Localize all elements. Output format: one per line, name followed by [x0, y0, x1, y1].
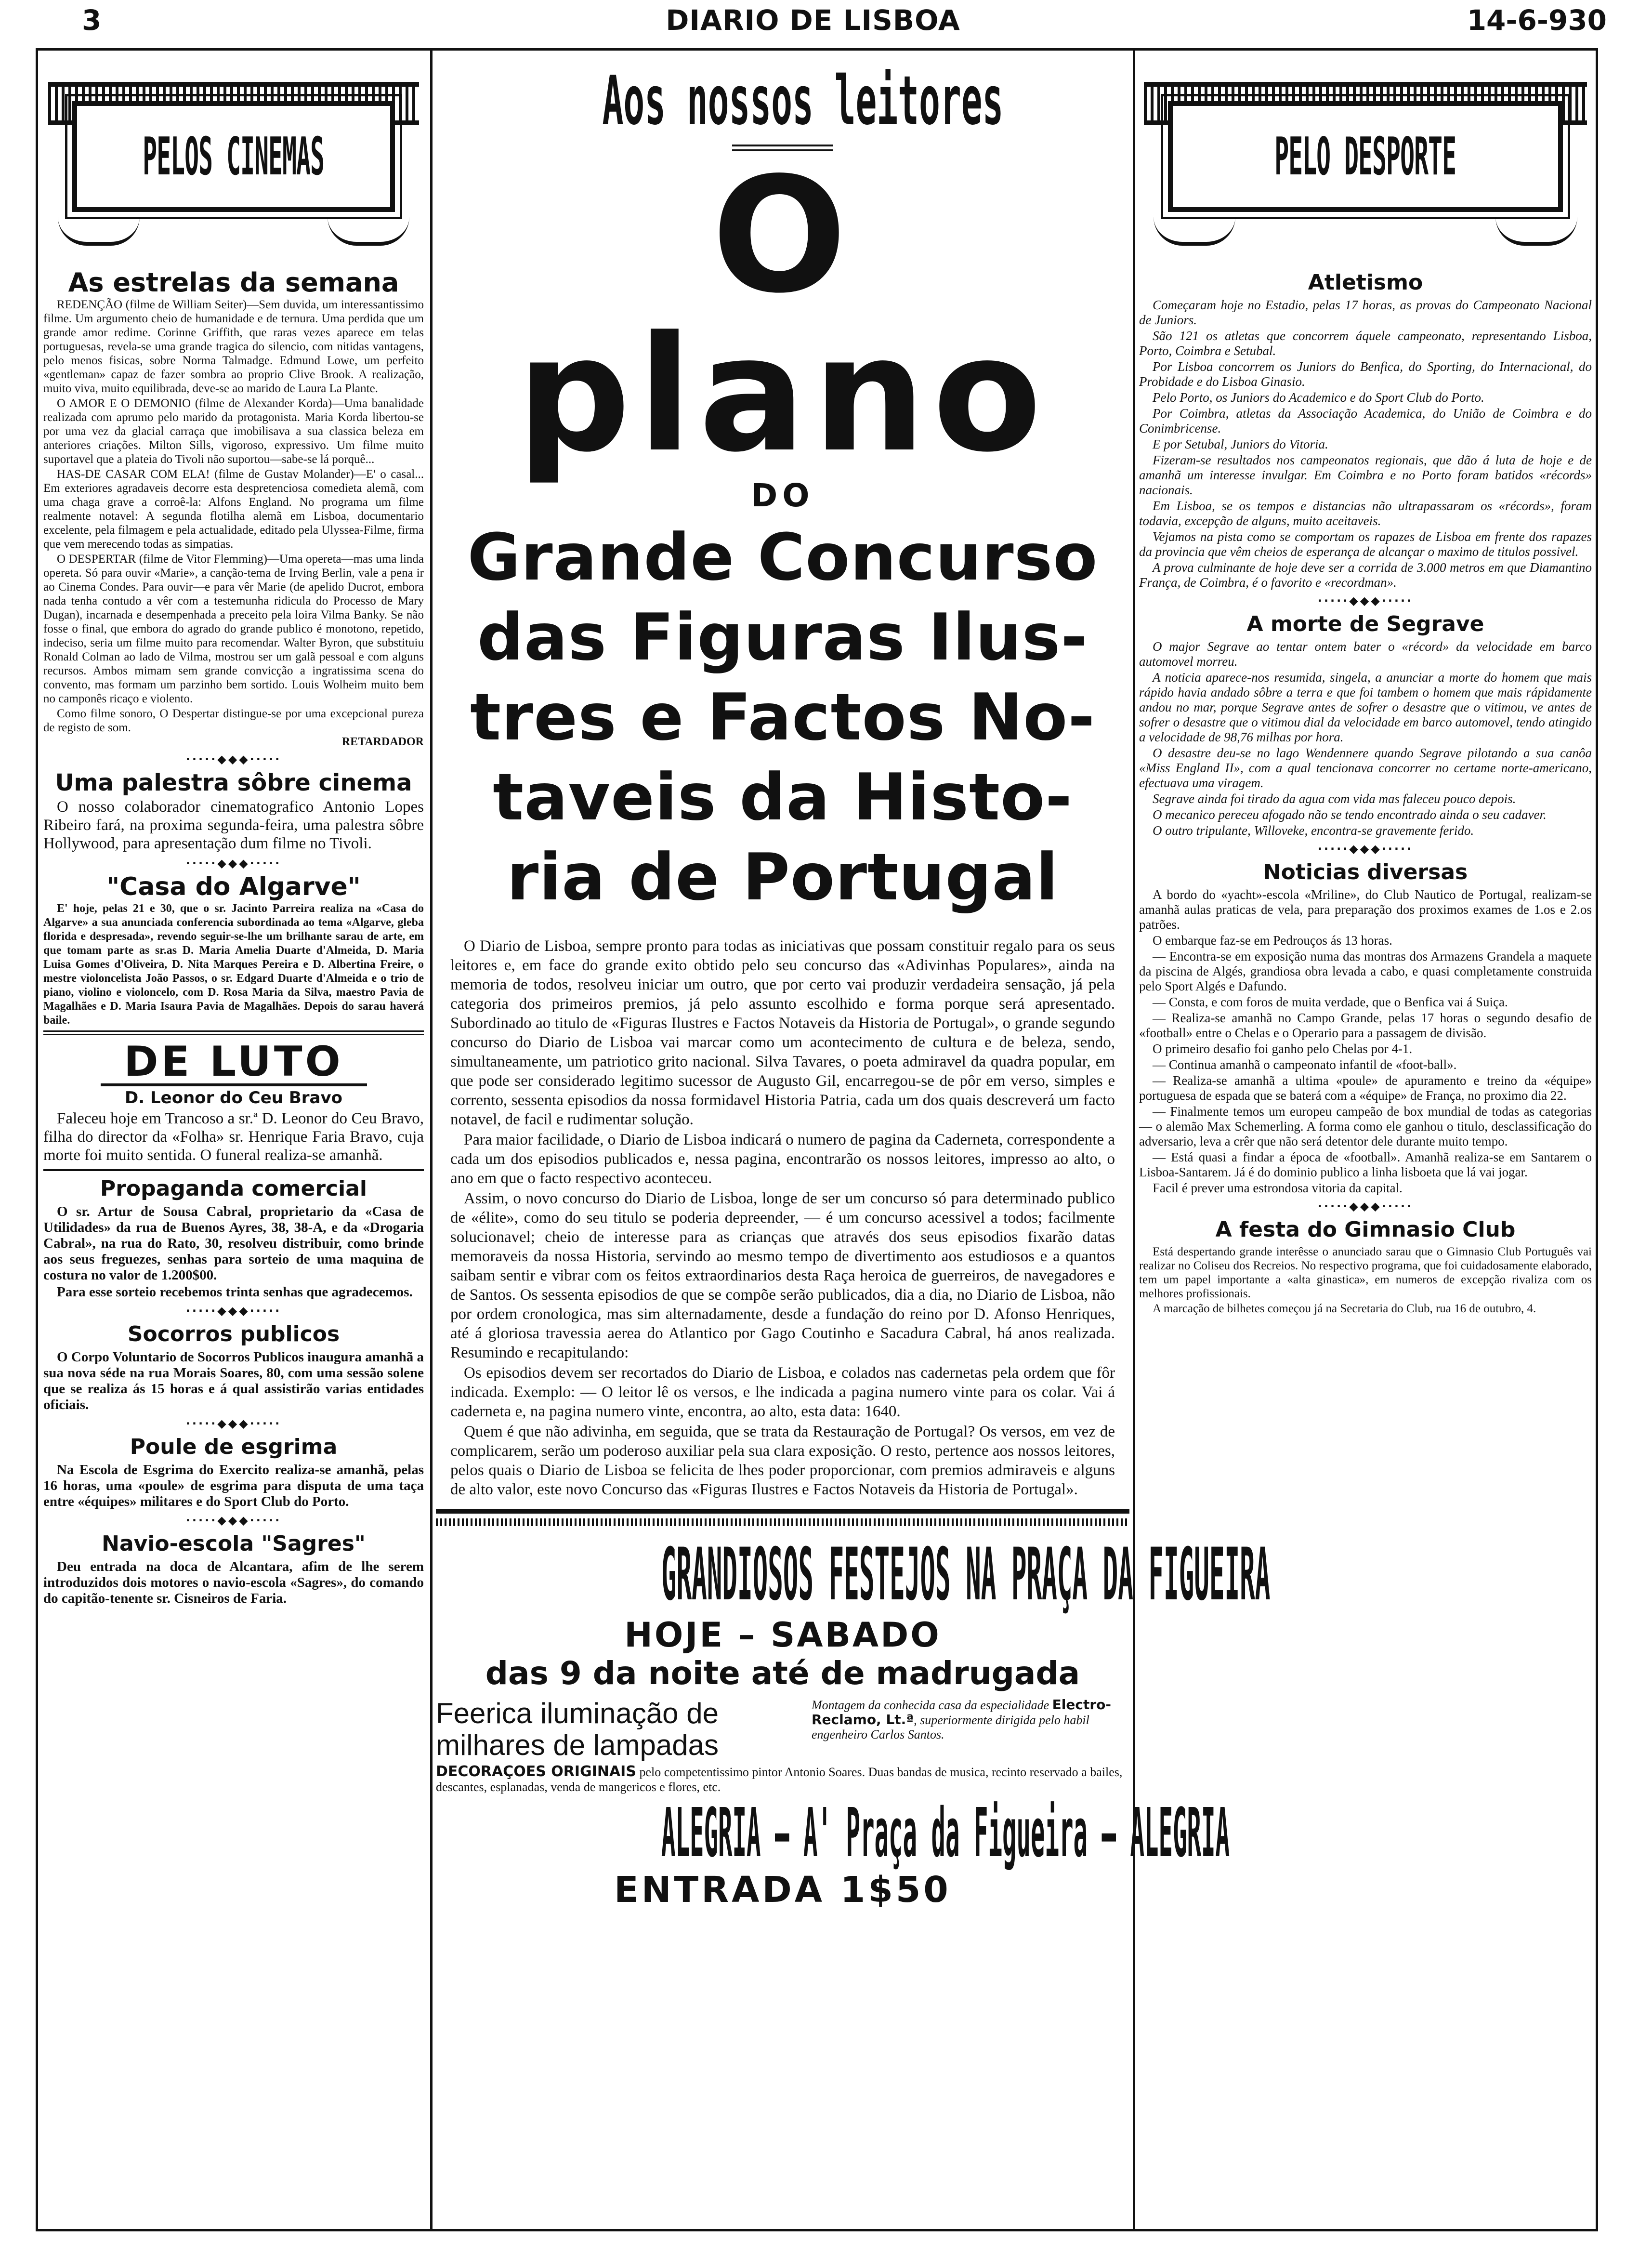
section-heading: A morte de Segrave — [1246, 612, 1484, 636]
article-paragraph: Para maior facilidade, o Diario de Lisboa indicará o numero de pagina da Caderneta, correspondente a cada um dos episodios publicados e, nessa pagina, encontrarão os nossos leitores, impresso ao alto, o ano em que o facto respectivo aconteceu. — [450, 1131, 1115, 1187]
ornament-divider: ·····◆◆◆····· — [185, 752, 282, 766]
banner-ornament — [328, 217, 409, 246]
page-number: 3 — [82, 4, 102, 37]
article-paragraph: O DESPERTAR (filme de Vitor Flemming)—Uma opereta—mas uma linda opereta. Só para ouvir «Marie», a canção-tema de Irving Berlin, vale a pena ir ao Cinema Condes. Para ouvir—e para vêr Marie (de apelido Ducrot, embora nada tenha contudo a vêr com a testemunha ridicula do Processo de Mary Dugan), incarnada e desempenhada a preceito pela loira Vilma Banky. Se não fosse o final, que embora do agrado do grande publico é monotono, repetido, indeciso, seria um filme muito para recomendar. Walter Byron, que substituiu Ronald Colman ao lado de Vilma, mostrou ser um galã pessoal e com alguns recursos. Ambos mimam sem grande convicção a ingratissima scena do convento, mas formam um parzinho bem sortido. Louis Wolheim muito bem no camponês ricaço e violento. — [43, 553, 424, 705]
headline-line: taveis da Histo- — [493, 760, 1073, 835]
article-paragraph: — Está quasi a findar a época de «football». Amanhã realiza-se em Santarem o Lisboa-Santarem. Já é do dominio publico a linha lisboeta que lá vai jogar. — [1139, 1150, 1592, 1179]
festival-advertisement — [436, 1509, 1271, 1911]
issue-date: 14-6-930 — [1467, 4, 1607, 37]
article-paragraph: Está despertando grande interêsse o anunciado sarau que o Gimnasio Club Português vai realizar no Coliseu dos Recreios. No respectivo programa, que foi cuidadosamente elaborado, tem um papel importante a «alta ginastica», em numeros de excepção rivaliza com os melhores profissionais. — [1139, 1245, 1592, 1300]
article-paragraph: Assim, o novo concurso do Diario de Lisboa, longe de ser um concurso só para determinado publico de «élite», como do seu titulo se poderia depreender, — é um concurso acessivel a todos; facilmente solucionavel; cheio de interesse para as crianças que através dos seus episodios fixarão datas memoraveis da nossa Historia, servindo ao mesmo tempo de divertimento aos estudiosos e a quantos saibam sentir e vibrar com os feitos extraordinarios desta Raça heroica de guerreiros, de navegadores e de Santos. Os sessenta episodios de que se compõe serão publicados, dia a dia, no Diario de Lisboa, não por ordem cronologica, mas sim alternadamente, desde a fundação do reino por D. Afonso Henriques, até á gloriosa travessia aerea do Atlantico por Gago Coutinho e Sacadura Cabral, há anos realizada. Resumindo e recapitulando: — [450, 1190, 1115, 1361]
article-paragraph: Na Escola de Esgrima do Exercito realiza-se amanhã, pelas 16 horas, uma «poule» de esgrima para disputa de uma taça entre «équipes» militares e do Sport Club do Porto. — [43, 1462, 424, 1509]
ad-installer-text: Montagem da conhecida casa da especialidade — [812, 1698, 1049, 1712]
article-paragraph: — Encontra-se em exposição numa das montras dos Armazens Grandela a maquete da piscina de Algés, grandiosa obra levada a cabo, e quasi completamente construida pelo Sport Algés e Dafundo. — [1139, 949, 1592, 993]
ornament-divider: ·····◆◆◆····· — [185, 1304, 282, 1318]
article-paragraph: O outro tripulante, Willoveke, encontra-se gravemente ferido. — [1153, 823, 1474, 838]
article-paragraph: O desastre deu-se no lago Wendennere quando Segrave pilotando a sua canôa «Miss England II», com a qual tencionava concorrer no certame norte-americano, efectuava uma viragem. — [1139, 746, 1592, 790]
article-paragraph: O sr. Artur de Sousa Cabral, proprietario da «Casa de Utilidades» da rua de Buenos Ayres, 38, 38-A, e da «Drogaria Cabral», na rua do Rato, 30, resolveu distribuir, como brinde aos seus freguezes, senhas para sorteio de uma maquina de costura no valor de 1.200$00. — [43, 1204, 424, 1283]
article-paragraph: A prova culminante de hoje deve ser a corrida de 3.000 metros em que Diamantino França, de Coimbra, é o favorito e «recordman». — [1139, 560, 1592, 590]
article-paragraph: — Consta, e com foros de muita verdade, que o Benfica vai á Suiça. — [1153, 995, 1508, 1009]
article-paragraph: — Realiza-se amanhã no Campo Grande, pelas 17 horas o segundo desafio de «football» entre o Chelas e o Operario para a passagem de divisão. — [1139, 1011, 1592, 1040]
banner-box — [1168, 101, 1563, 212]
ornament-divider: ·····◆◆◆····· — [1317, 594, 1414, 607]
article-paragraph: A marcação de bilhetes começou já na Secretaria do Club, rua 16 de outubro, 4. — [1153, 1302, 1536, 1315]
article-paragraph: — Continua amanhã o campeonato infantil de «foot-ball». — [1153, 1057, 1457, 1072]
ad-slogan: ALEGRIA — A' Praça da Figueira — ALEGRIA — [661, 1794, 1230, 1872]
ad-border — [436, 1518, 1129, 1526]
section-heading: DE LUTO — [101, 1040, 367, 1086]
headline-line: ria de Portugal — [507, 840, 1059, 915]
ad-headline: GRANDIOSOS FESTEJOS NA PRAÇA DA FIGUEIRA — [661, 1533, 1271, 1617]
obituary-name: D. Leonor do Ceu Bravo — [125, 1088, 342, 1108]
column-rule-right — [1133, 48, 1135, 2231]
article-paragraph: A noticia aparece-nos resumida, singela, a anunciar a morte do homem que mais rápido havia andado sôbre a terra e que foi tambem o homem que mais rápidamente andou no mar, porque Segrave antes de sofrer o desastre que o vitimou, ve antes de sofrer o desastre que o vitimou dial da velocidade em barco automovel, tendo atingido a velocidade de 98,76 milhas por hora. — [1139, 670, 1592, 744]
headline-line: tres e Factos No- — [470, 680, 1095, 755]
ad-admission: ENTRADA 1$50 — [614, 1869, 951, 1911]
article-paragraph: Vejamos na pista como se comportam os rapazes de Lisboa em frente dos rapazes da provincia que vêm cheios de esperança de alcançar o maximo de titulos possivel. — [1139, 529, 1592, 559]
ad-details — [436, 1698, 1129, 1761]
article-paragraph: O AMOR E O DEMONIO (filme de Alexander Korda)—Uma banalidade realizada com aprumo pelo marido da protagonista. Maria Korda libertou-se por uma vez da glacial carraça que imobilisava a sua classica beleza em anteriores criações. Milton Sills, vigoroso, expressivo. Um filme muito suportavel que a plateia do Tivoli não suportou—sabe-se lá porquê... — [43, 397, 424, 466]
article-paragraph: O Diario de Lisboa, sempre pronto para todas as iniciativas que possam constituir regalo para os seus leitores e, em face do grande exito obtido pelo seu concurso das «Adivinhas Populares», ainda na memoria de todos, resolveu iniciar um outro, que por certo vai produzir verdadeira sensação, já pela categoria dos primeiros premios, já pelo assunto escolhido e forma porque será apresentado. Subordinado ao titulo de «Figuras Ilustres e Factos Notaveis da Historia de Portugal», o grande segundo concurso do Diario de Lisboa vai marcar como um acontecimento de cultura e de beleza, sendo, simultaneamente, um patriotico grito nacional. Silva Tavares, o poeta admiravel da quadra popular, em que pode ser considerado legitimo sucessor de Augusto Gil, encarregou-se de pôr em verso, simples e corrento, sessenta episodios da nossa formidavel Historia Patria, cada um dos quais descreverá um facto notavel, de facil e rudimentar solução. — [450, 937, 1115, 1128]
ad-company: Electro-Reclamo, Lt.ª — [812, 1697, 1112, 1727]
ad-decorations — [436, 1763, 1129, 1794]
section-heading: Socorros publicos — [127, 1322, 340, 1346]
column-rule-left — [430, 48, 433, 2231]
banner-ornament — [1495, 217, 1577, 246]
article-paragraph: Os episodios devem ser recortados do Diario de Lisboa, e colados nas cadernetas pela ordem que fôr indicada. Exemplo: — O leitor lê os versos, e lhe indicada a pagina numero vinte para os colar. Vai á caderneta e, na pagina numero vinte, encontra, ao alto, esta data: 1640. — [450, 1364, 1115, 1420]
article-paragraph: — Finalmente temos um europeu campeão de box mundial de todas as categorias — o alemão Max Schemerling. A forma como ele ganhou o titulo, desclassificação do adversario, leva a crêr que não será detentor dele durante muito tempo. — [1139, 1104, 1592, 1148]
ad-lighting: Feerica iluminação de milhares de lampadas — [436, 1697, 719, 1761]
section-heading: Poule de esgrima — [130, 1435, 338, 1459]
article-paragraph: O embarque faz-se em Pedrouços ás 13 horas. — [1153, 933, 1392, 948]
ad-installer — [812, 1698, 1120, 1742]
banner-ornament — [1154, 217, 1235, 246]
article-paragraph: A bordo do «yacht»-escola «Mriline», do Club Nautico de Portugal, realizam-se amanhã aulas praticas de vela, para preparação dos proximos exames de 1.os e 2.os patrões. — [1139, 887, 1592, 932]
article-paragraph: Deu entrada na doca de Alcantara, afim de lhe serem introduzidos dois motores o navio-escola «Sagres», do comando do capitão-tenente sr. Cisneiros de Faria. — [43, 1559, 424, 1606]
newspaper-title: DIARIO DE LISBOA — [666, 4, 960, 37]
banner-ornament — [58, 217, 140, 246]
divider — [43, 1169, 424, 1171]
article-paragraph: Faleceu hoje em Trancoso a sr.ª D. Leonor do Ceu Bravo, filha do director da «Folha» sr. Henrique Faria Bravo, cuja morte foi muito sentida. O funeral realiza-se amanhã. — [43, 1110, 424, 1164]
section-heading: Atletismo — [1308, 270, 1423, 295]
ornament-divider: ·····◆◆◆····· — [185, 1514, 282, 1527]
right-column — [1139, 53, 1592, 2226]
section-heading: A festa do Gimnasio Club — [1215, 1217, 1516, 1242]
section-heading: As estrelas da semana — [68, 267, 399, 298]
article-paragraph: Fizeram-se resultados nos campeonatos regionais, que dão á luta de hoje e de amanhã um interesse invulgar. Em Coimbra e no Porto foram batidos «récords» nacionais. — [1139, 453, 1592, 497]
article-paragraph: Segrave ainda foi tirado da agua com vida mas faleceu pouco depois. — [1153, 791, 1516, 806]
ad-deco-heading: DECORAÇOES ORIGINAIS — [436, 1763, 636, 1780]
section-heading: Propaganda comercial — [100, 1176, 367, 1201]
article-paragraph: O major Segrave ao tentar ontem bater o «récord» da velocidade em barco automovel morreu. — [1139, 639, 1592, 669]
article-paragraph: Em Lisboa, se os tempos e distancias não ultrapassaram os «récords», foram todavia, excepção de alguns, muito aceitaveis. — [1139, 499, 1592, 528]
section-heading: "Casa do Algarve" — [106, 872, 361, 901]
article-paragraph: São 121 os atletas que concorrem áquele campeonato, representando Lisboa, Porto, Coimbra e Setubal. — [1139, 329, 1592, 358]
ad-hours: das 9 da noite até de madrugada — [485, 1655, 1080, 1692]
article-paragraph: O mecanico pereceu afogado não se tendo encontrado ainda o seu cadaver. — [1153, 807, 1547, 822]
section-heading: Uma palestra sôbre cinema — [55, 769, 412, 796]
article-paragraph: Facil é prever uma estrondosa vitoria da capital. — [1153, 1181, 1403, 1195]
main-headline: O plano — [517, 143, 1049, 487]
article-paragraph: O primeiro desafio foi ganho pelo Chelas por 4-1. — [1153, 1042, 1413, 1056]
banner-title: PELOS CINEMAS — [143, 126, 325, 187]
banner-title: PELO DESPORTE — [1274, 126, 1456, 187]
ornament-divider: ·····◆◆◆····· — [1317, 1200, 1414, 1213]
ornament-divider: ·····◆◆◆····· — [1317, 842, 1414, 856]
article-paragraph: O Corpo Voluntario de Socorros Publicos inaugura amanhã a sua nova séde na rua Morais Soares, 80, com uma sessão solene que se realiza ás 15 horas e á qual assistirão varias entidades oficiais. — [43, 1349, 424, 1412]
banner-box — [72, 101, 395, 212]
article-paragraph: E por Setubal, Juniors do Vitoria. — [1153, 437, 1328, 451]
ad-deco-text: pelo competentissimo pintor Antonio Soares. Duas bandas de musica, recinto reservado a bailes, descantes, esplanadas, venda de mangericos e flores, etc. — [436, 1765, 1123, 1794]
cinemas-banner — [43, 82, 424, 265]
article-paragraph: Quem é que não adivinha, em seguida, que se trata da Restauração de Portugal? Os versos, em vez de complicarem, serão um poderoso auxiliar pela sua clara exposição. O resto, pertence aos nossos leitores, pelos quais o Diario de Lisboa se felicita de lhes poder proporcionar, com premios admiraveis e alguns de alto valor, este novo Concurso das «Figuras Ilustres e Factos Notaveis da Historia de Portugal». — [450, 1423, 1115, 1498]
author-signature: RETARDADOR — [341, 736, 424, 748]
article-paragraph: — Realiza-se amanhã a ultima «poule» de apuramento e treino da «équipe» portuguesa de espada que se baterá com a «équipe» de França, no proximo dia 22. — [1139, 1073, 1592, 1103]
article-paragraph: REDENÇÃO (filme de William Seiter)—Sem duvida, um interessantissimo filme. Um argumento cheio de humanidade e de ternura. Uma perdida que um grande amor redime. Corinne Griffith, que raras vezes aparece em telas portuguesas, revela-se uma grande tragica do silencio, com nitidas vantagens, pelo menos fisicas, sobre Norma Talmadge. Edmund Lowe, um perfeito «gentleman» capaz de fazer sombra ao proprio Clive Brook. A realização, muito viva, muito equilibrada, deve-se ao marido de Laura La Plante. — [43, 298, 424, 395]
article-paragraph: Por Coimbra, atletas da Associação Academica, do União de Coimbra e do Conimbricense. — [1139, 406, 1592, 435]
left-column — [43, 53, 424, 2226]
section-heading: Navio-escola "Sagres" — [102, 1531, 366, 1556]
divider — [43, 1030, 424, 1035]
ad-installer-text: , superiormente dirigida pelo habil engenheiro Carlos Santos. — [812, 1713, 1089, 1741]
article-body — [436, 936, 1129, 1499]
masthead — [14, 4, 1612, 38]
ornament-divider: ·····◆◆◆····· — [185, 1417, 282, 1430]
article-paragraph: Para esse sorteio recebemos trinta senhas que agradecemos. — [57, 1284, 413, 1300]
article-paragraph: O nosso colaborador cinematografico Antonio Lopes Ribeiro fará, na proxima segunda-feira, uma palestra sôbre Hollywood, para apresentação dum filme no Tivoli. — [43, 798, 424, 852]
ornament-divider: ·····◆◆◆····· — [185, 857, 282, 870]
desporte-banner — [1139, 82, 1592, 265]
section-heading: Noticias diversas — [1263, 860, 1468, 884]
article-paragraph: Começaram hoje no Estadio, pelas 17 horas, as provas do Campeonato Nacional de Juniors. — [1139, 298, 1592, 327]
headline-line: Grande Concurso — [467, 520, 1098, 595]
article-paragraph: HAS-DE CASAR COM ELA! (filme de Gustav Molander)—E' o casal... Em exteriores agradaveis decorre esta despretenciosa comedieta alemã, com uma chaga grave a corroê-la: Alfons England. No programa um filme realmente notavel: A segunda flotilha alemã em Lisboa, documentario excelente, pela filmagem e pela actualidade, editado pela Ulyssea-Filme, firma que vem merecendo todas as simpatias. — [43, 468, 424, 551]
article-paragraph: Como filme sonoro, O Despertar distingue-se por uma excepcional pureza de registo de som. — [43, 707, 424, 734]
kicker-headline: Aos nossos leitores — [602, 62, 1004, 140]
headline-connector: DO — [751, 477, 814, 514]
article-paragraph: E' hoje, pelas 21 e 30, que o sr. Jacinto Parreira realiza na «Casa do Algarve» a sua anunciada conferencia subordinada ao tema «Algarve, gleba florida e despresada», revendo seguir-se-lhe um brilhante sarau de arte, em que tomam parte as sr.as D. Maria Amelia Duarte d'Almeida, D. Maria Luisa Gomes d'Oliveira, D. Nita Marques Pereira e D. Albertina Freire, o mestre violoncelista João Passos, o sr. Edgard Duarte d'Almeida e o trio de piano, violino e violoncelo, com D. Rosa Maria da Silva, maestro Pavia de Magalhães e D. Maria Isaura Pavia de Magalhães. Depois do sarau haverá baile. — [43, 902, 424, 1027]
headline-line: das Figuras Ilus- — [477, 600, 1088, 675]
article-paragraph: Por Lisboa concorrem os Juniors do Benfica, do Sporting, do Internacional, do Probidade e do Lisboa Ginasio. — [1139, 359, 1592, 389]
article-paragraph: Pelo Porto, os Juniors do Academico e do Sport Club do Porto. — [1153, 390, 1484, 405]
ad-day: HOJE – SABADO — [624, 1615, 941, 1655]
